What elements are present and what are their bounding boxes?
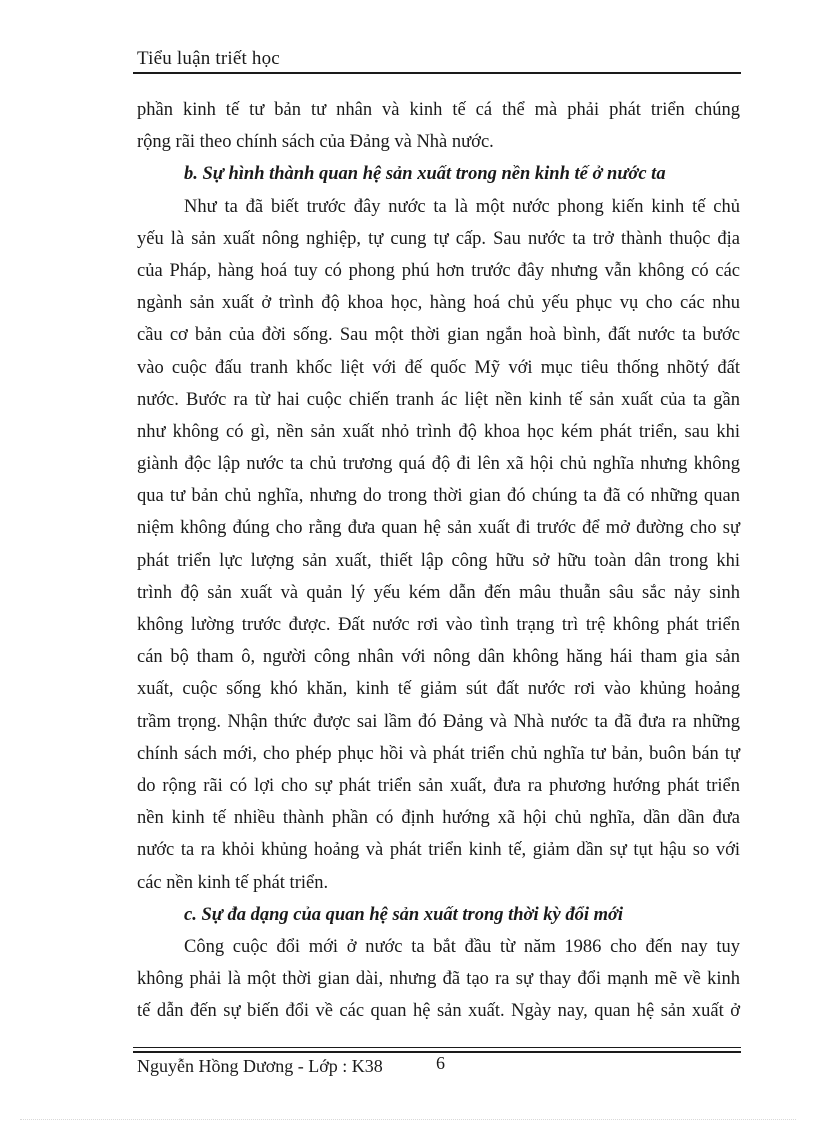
body-text [137, 94, 740, 1027]
paragraph-line: nền kinh tế nhiều thành phần có định hướng xã hội chủ nghĩa, dần dần đưa [137, 808, 740, 829]
paragraph-line: Công cuộc đổi mới ở nước ta bắt đầu từ năm 1986 cho đến nay tuy [184, 936, 740, 957]
paragraph-line: qua tư bản chủ nghĩa, nhưng do trong thời gian đó chúng ta đã có những quan [137, 486, 740, 507]
paragraph-line: của Pháp, hàng hoá tuy có phong phú hơn trước đây nhưng vẫn không có các [137, 260, 740, 281]
footer-author: Nguyễn Hồng Dương - Lớp : K38 [137, 1056, 383, 1076]
paragraph-line: cán bộ tham ô, người công nhân với nông dân không hăng hái tham gia sản [137, 647, 740, 668]
page-number: 6 [436, 1053, 445, 1073]
paragraph-line: Như ta đã biết trước đây nước ta là một nước phong kiến kinh tế chủ [184, 196, 740, 217]
paragraph-line: vào cuộc đấu tranh khốc liệt với đế quốc Mỹ với mục tiêu thống nhõtý đất [137, 357, 740, 378]
footer-divider [133, 1047, 741, 1048]
paragraph-line: như không có gì, nền sản xuất nhỏ trình độ khoa học kém phát triển, sau khi [137, 421, 740, 442]
paragraph-line: trình độ sản xuất và quản lý yếu kém dẫn đến mâu thuẫn sâu sắc nảy sinh [137, 582, 740, 603]
section-heading-b: b. Sự hình thành quan hệ sản xuất trong nền kinh tế ở nước ta [184, 164, 666, 185]
paragraph-line: trầm trọng. Nhận thức được sai lầm đó Đảng và Nhà nước ta đã đưa ra những [137, 711, 740, 732]
paragraph-line: không lường trước được. Đất nước rơi vào tình trạng trì trệ không phát triển [137, 615, 740, 635]
page-bottom-edge [20, 1119, 796, 1120]
paragraph-line: ngành sản xuất ở trình độ khoa học, hàng hoá chủ yếu phục vụ cho các nhu [137, 293, 740, 314]
paragraph-line: do rộng rãi có lợi cho sự phát triển sản xuất, đưa ra phương hướng phát triển [137, 775, 740, 796]
paragraph-line: nước ta ra khỏi khủng hoảng và phát triển kinh tế, giảm dần sự tụt hậu so với [137, 840, 740, 861]
paragraph-line: xuất, cuộc sống khó khăn, kinh tế giảm sút đất nước rơi vào khủng hoảng [137, 679, 740, 700]
paragraph-line: phát triển lực lượng sản xuất, thiết lập công hữu sở hữu toàn dân trong khi [137, 550, 740, 571]
paragraph-line: niệm không đúng cho rằng đưa quan hệ sản xuất đi trước để mở đường cho sự [137, 518, 740, 539]
header-divider [133, 72, 741, 74]
paragraph-line: nước. Bước ra từ hai cuộc chiến tranh ác liệt nền kinh tế sản xuất của ta gần [137, 389, 740, 410]
paragraph-line: yếu là sản xuất nông nghiệp, tự cung tự cấp. Sau nước ta trở thành thuộc địa [137, 228, 740, 249]
section-heading-c: c. Sự đa dạng của quan hệ sản xuất trong thời kỳ đổi mới [184, 904, 624, 925]
paragraph-line: không phải là một thời gian dài, nhưng đã tạo ra sự thay đổi mạnh mẽ về kinh [137, 969, 740, 990]
paragraph-line: rộng rãi theo chính sách của Đảng và Nhà nước. [137, 132, 494, 153]
paragraph-line: phần kinh tế tư bản tư nhân và kinh tế cá thể mà phải phát triển chúng [137, 100, 740, 120]
paragraph-line: tế dẫn đến sự biến đổi về các quan hệ sản xuất. Ngày nay, quan hệ sản xuất ở [137, 1001, 740, 1022]
paragraph-line: giành độc lập nước ta chủ trương quá độ đi lên xã hội chủ nghĩa nhưng không [137, 454, 740, 475]
paragraph-line: chính sách mới, cho phép phục hồi và phát triển chủ nghĩa tư bản, buôn bán tự [137, 743, 740, 764]
paragraph-line: các nền kinh tế phát triển. [137, 872, 329, 893]
page-header-title: Tiểu luận triết học [137, 48, 280, 69]
paragraph-line: cầu cơ bản của đời sống. Sau một thời gian ngắn hoà bình, đất nước ta bước [137, 325, 740, 346]
